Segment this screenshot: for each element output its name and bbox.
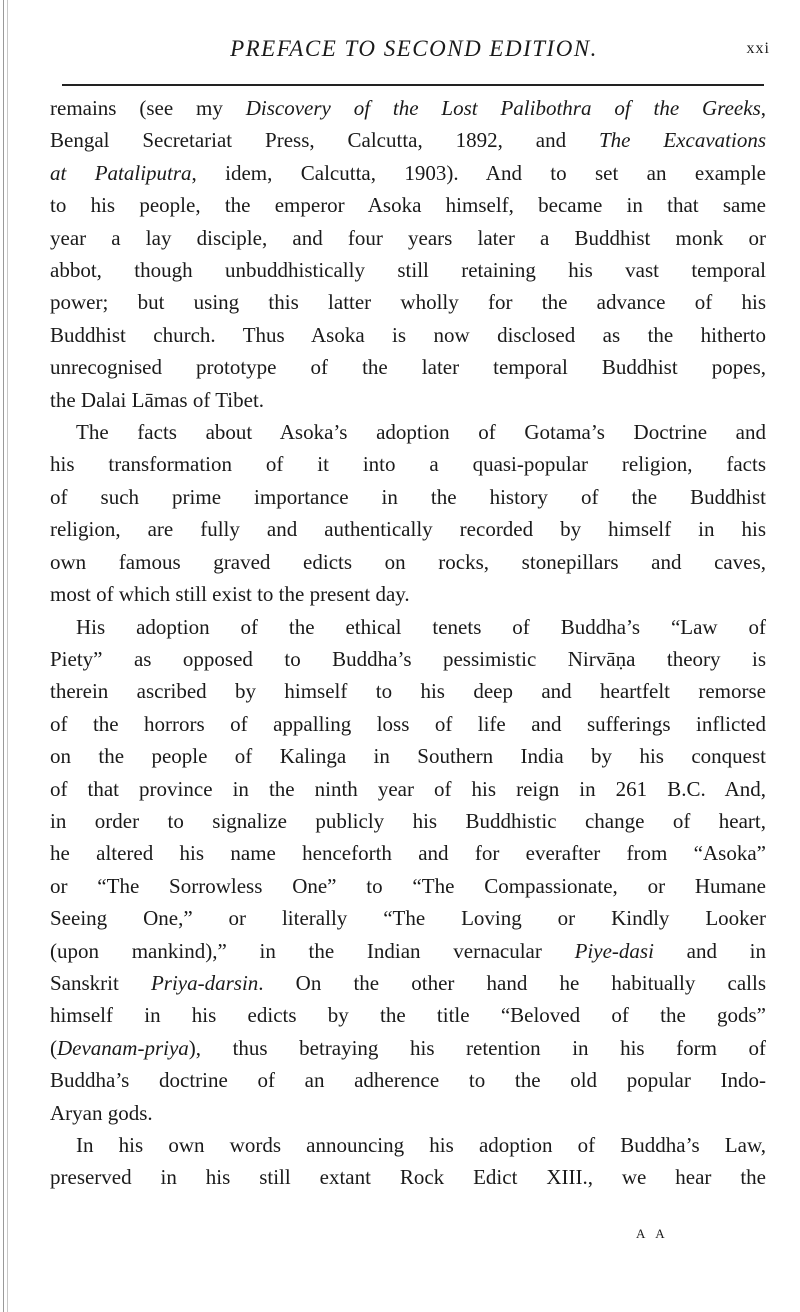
page-header	[58, 36, 770, 76]
text-line	[50, 773, 766, 805]
text-run: Sanskrit	[50, 970, 151, 995]
text-run: himself in his edicts by the title “Beloved of the gods”	[50, 1003, 766, 1028]
text-run: Bengal Secretariat Press, Calcutta, 1892, and	[50, 128, 599, 153]
text-line	[50, 1032, 766, 1064]
text-line	[50, 124, 766, 156]
text-run: therein ascribed by himself to his deep and heartfelt remorse	[50, 679, 766, 704]
text-run: His adoption of the ethical tenets of Buddha’s “Law of	[76, 614, 766, 639]
text-line	[50, 92, 766, 124]
text-run: his transformation of it into a quasi-popular religion, facts	[50, 452, 766, 477]
italic-title: Piye-dasi	[574, 938, 654, 963]
text-line	[50, 384, 766, 416]
text-run: In his own words announcing his adoption of Buddha’s Law,	[76, 1133, 766, 1157]
text-run: own famous graved edicts on rocks, stonepillars and caves,	[50, 549, 766, 574]
text-run: he altered his name henceforth and for everafter from “Asoka”	[50, 841, 766, 866]
text-line	[50, 967, 766, 999]
text-run: or “The Sorrowless One” to “The Compassionate, or Humane	[50, 873, 766, 898]
italic-title: Devanam-priya	[57, 1035, 189, 1060]
text-run: preserved in his still extant Rock Edict XIII., we hear the	[50, 1165, 766, 1190]
text-run: Buddhist church. Thus Asoka is now disclosed as the hitherto	[50, 322, 766, 347]
text-run: in order to signalize publicly his Buddhistic change of heart,	[50, 808, 766, 833]
text-run: on the people of Kalinga in Southern India by his conquest	[50, 744, 766, 769]
text-line	[50, 935, 766, 967]
text-line	[50, 870, 766, 902]
text-run: (	[50, 1035, 57, 1060]
text-line	[50, 1161, 766, 1193]
text-line	[50, 708, 766, 740]
text-line	[50, 254, 766, 286]
gutter-shadow-line	[3, 0, 4, 1312]
text-line	[50, 416, 766, 448]
gutter-shadow-line-inner	[7, 0, 8, 1312]
printer-signature-mark: A A	[636, 1226, 669, 1241]
text-run: of that province in the ninth year of his reign in 261 B.C. And,	[50, 776, 766, 801]
text-line	[50, 643, 766, 675]
text-run: power; but using this latter wholly for the advance of his	[50, 290, 766, 315]
text-line	[50, 546, 766, 578]
text-line	[50, 611, 766, 643]
text-line	[50, 837, 766, 869]
header-rule	[62, 84, 764, 86]
text-run: abbot, though unbuddhistically still retaining his vast temporal	[50, 258, 766, 283]
text-run: religion, are fully and authentically recorded by himself in his	[50, 517, 766, 542]
text-run: of such prime importance in the history of the Buddhist	[50, 484, 766, 509]
text-line	[50, 1129, 766, 1161]
text-line	[50, 286, 766, 318]
text-line	[50, 351, 766, 383]
text-line	[50, 578, 766, 610]
text-run: and in	[653, 938, 766, 963]
text-run: Seeing One,” or literally “The Loving or Kindly Looker	[50, 906, 766, 931]
italic-title: Discovery of the Lost Palibothra of the Greeks	[245, 96, 761, 120]
italic-title: Priya-darsin	[150, 970, 259, 995]
text-run: ), thus betraying his retention in his form of	[188, 1035, 766, 1060]
text-run: (upon mankind),” in the Indian vernacular	[50, 938, 575, 963]
body-text	[50, 92, 766, 1194]
text-line	[50, 513, 766, 545]
text-line	[50, 448, 766, 480]
text-run: most of which still exist to the present day.	[50, 582, 410, 607]
text-run: unrecognised prototype of the later temporal Buddhist popes,	[50, 355, 766, 380]
running-title: PREFACE TO SECOND EDITION.	[230, 36, 598, 61]
text-run: the Dalai Lāmas of Tibet.	[50, 387, 265, 412]
text-line	[50, 1064, 766, 1096]
text-line	[50, 902, 766, 934]
text-line	[50, 319, 766, 351]
text-line	[50, 481, 766, 513]
text-run: Piety” as opposed to Buddha’s pessimistic Nirvāṇa theory is	[50, 646, 766, 671]
text-line	[50, 999, 766, 1031]
text-line	[50, 740, 766, 772]
text-run: to his people, the emperor Asoka himself, became in that same	[50, 193, 766, 218]
text-run: The facts about Asoka’s adoption of Gotama’s Doctrine and	[76, 420, 766, 445]
text-run: ,	[760, 96, 766, 120]
text-line	[50, 675, 766, 707]
text-line	[50, 1097, 766, 1129]
italic-title: The Excavations	[598, 128, 766, 153]
text-line	[50, 222, 766, 254]
page-number: xxi	[746, 40, 770, 57]
text-run: of the horrors of appalling loss of life and sufferings inflicted	[50, 711, 766, 736]
italic-title: at Pataliputra	[50, 160, 192, 185]
text-line	[50, 189, 766, 221]
text-run: year a lay disciple, and four years later a Buddhist monk or	[50, 225, 766, 250]
text-run: Buddha’s doctrine of an adherence to the old popular Indo-	[50, 1068, 766, 1093]
text-run: . On the other hand he habitually calls	[258, 970, 766, 995]
text-run: , idem, Calcutta, 1903). And to set an example	[191, 160, 766, 185]
text-run: Aryan gods.	[50, 1100, 153, 1125]
text-line	[50, 157, 766, 189]
text-line	[50, 805, 766, 837]
text-run: remains (see my	[50, 96, 246, 120]
